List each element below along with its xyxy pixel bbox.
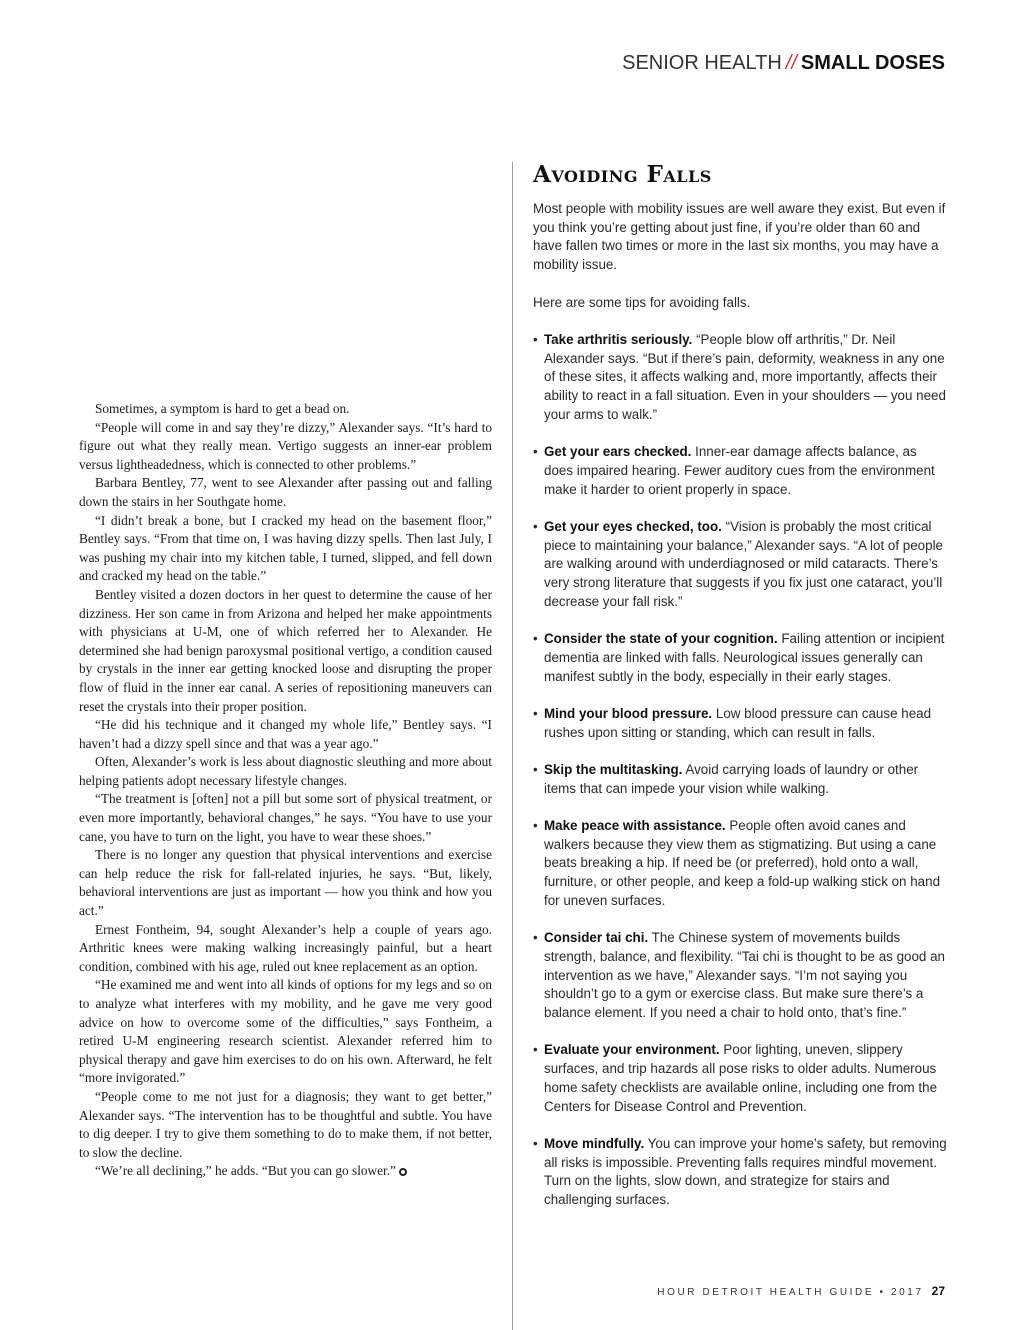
article-paragraph: “I didn’t break a bone, but I cracked my head on the basement floor,” Bentley says. “From that time on, I was having dizzy spells. Then last July, I was pushing my chair into my kitchen table, I turned, slipped, and fell down and cracked my head on the table.” xyxy=(79,512,492,584)
tip-item xyxy=(533,929,949,1023)
article-paragraph: “People come to me not just for a diagnosis; they want to get better,” Alexander says. “The intervention has to be thoughtful and subtle. You have to dig deeper. I try to give them something to do to make them, if not better, to slow the decline. xyxy=(79,1088,492,1160)
tip-heading: Get your ears checked. xyxy=(544,444,692,460)
bullet-icon: • xyxy=(533,818,538,834)
end-mark-icon xyxy=(399,1168,407,1176)
tip-text: “People blow off arthritis,” Dr. Neil Alexander says. “But if there’s pain, deformity, weakness in any one of these sites, it affects walking and, more importantly, affects their ability to react in a fall situation. Even in your shoulders — you need your arms to walk.” xyxy=(544,331,946,422)
publication-name: HOUR DETROIT HEALTH GUIDE • 2017 xyxy=(657,1287,924,1298)
sidebar-intro: Most people with mobility issues are well aware they exist. But even if you think you’re getting about just fine, if you’re older than 60 and have fallen two times or more in the last six months, you may have a mobility issue. xyxy=(533,201,946,273)
section-header xyxy=(622,52,945,75)
section-name: SENIOR HEALTH xyxy=(622,52,782,74)
tip-item xyxy=(533,331,949,425)
bullet-icon: • xyxy=(533,1135,538,1151)
header-separator: // xyxy=(785,52,797,74)
tip-heading: Consider tai chi. xyxy=(544,930,649,946)
tip-item xyxy=(533,1135,949,1210)
tip-text: Inner-ear damage affects balance, as does impaired hearing. Fewer auditory cues from the environment make it harder to orient properly in space. xyxy=(544,444,935,497)
tip-heading: Move mindfully. xyxy=(544,1135,645,1151)
article-body xyxy=(79,400,492,1181)
sidebar xyxy=(533,160,949,1228)
bullet-icon: • xyxy=(533,631,538,647)
tip-heading: Evaluate your environment. xyxy=(544,1042,720,1058)
tip-text: People often avoid canes and walkers because they view them as stigmatizing. But using a cane beats breaking a hip. If need be (or preferred), hold onto a wall, furniture, or other people, and keep a fold-up walking stick on hand for uneven surfaces. xyxy=(544,818,941,908)
sidebar-lead: Here are some tips for avoiding falls. xyxy=(533,294,751,310)
article-paragraph: There is no longer any question that physical interventions and exercise can help reduce the risk for fall-related injuries, he says. “But, likely, behavioral interventions are just as important — how you think and how you act.” xyxy=(79,847,492,919)
tip-item xyxy=(533,705,949,742)
bullet-icon: • xyxy=(533,761,538,777)
tip-item xyxy=(533,518,949,612)
tip-text: Low blood pressure can cause head rushes upon sitting or standing, which can result in falls. xyxy=(544,705,932,740)
bullet-icon: • xyxy=(533,1042,538,1058)
tip-text: Poor lighting, uneven, slippery surfaces, and trip hazards all pose risks to older adults. Numerous home safety checklists are available online, including one from the Centers for Disease Control and Prevention. xyxy=(544,1042,938,1114)
bullet-icon: • xyxy=(533,705,538,721)
tip-item xyxy=(533,1041,949,1116)
article-paragraph: Ernest Fontheim, 94, sought Alexander’s help a couple of years ago. Arthritic knees were making walking increasingly painful, but a heart condition, combined with his age, ruled out knee replacement as an option. xyxy=(79,921,492,974)
sidebar-title: Avoiding Falls xyxy=(533,161,712,188)
tip-heading: Mind your blood pressure. xyxy=(544,705,713,721)
tip-text: “Vision is probably the most critical piece to maintaining your balance,” Alexander says. “A lot of people are walking around with underdiagnosed or mild cataracts. There’s very strong literature that suggests if you fix just one cataract, you’ll decrease your fall risk.” xyxy=(544,518,943,609)
article-closing-text: “We’re all declining,” he adds. “But you can go slower.” xyxy=(95,1163,396,1179)
article-paragraph: Barbara Bentley, 77, went to see Alexander after passing out and falling down the stairs in her Southgate home. xyxy=(79,475,492,509)
tip-text: Failing attention or incipient dementia are linked with falls. Neurological issues generally can manifest subtly in the body, especially in their early stages. xyxy=(544,631,945,684)
tip-item xyxy=(533,817,949,911)
article-paragraph: Often, Alexander’s work is less about diagnostic sleuthing and more about helping patients adopt necessary lifestyle changes. xyxy=(79,754,492,788)
tip-text: Avoid carrying loads of laundry or other items that can impede your vision while walking. xyxy=(544,761,919,796)
article-paragraph: “The treatment is [often] not a pill but some sort of physical treatment, or even more importantly, behavioral changes,” he says. “You have to use your cane, you have to turn on the light, you have to wear these shoes.” xyxy=(79,791,492,844)
bullet-icon: • xyxy=(533,518,538,534)
tip-item xyxy=(533,443,949,499)
article-paragraph: “People will come in and say they’re dizzy,” Alexander says. “It’s hard to figure out what they really mean. Vertigo suggests an inner-ear problem versus lightheadedness, which is connected to other problems.” xyxy=(79,419,492,472)
tip-heading: Get your eyes checked, too. xyxy=(544,518,722,534)
tip-item xyxy=(533,761,949,798)
tip-heading: Skip the multitasking. xyxy=(544,761,683,777)
bullet-icon: • xyxy=(533,331,538,347)
tip-text: You can improve your home’s safety, but removing all risks is impossible. Preventing falls requires mindful movement. Turn on the lights, slow down, and strategize for stairs and challenging surfaces. xyxy=(544,1135,947,1208)
tips-list xyxy=(533,331,949,1210)
tip-heading: Consider the state of your cognition. xyxy=(544,631,778,647)
bullet-icon: • xyxy=(533,930,538,946)
article-paragraph: “He did his technique and it changed my whole life,” Bentley says. “I haven’t had a dizzy spell since and that was a year ago.” xyxy=(79,717,492,751)
page-footer xyxy=(657,1284,945,1298)
page-number: 27 xyxy=(931,1284,945,1298)
article-paragraph: Sometimes, a symptom is hard to get a bead on. xyxy=(95,401,350,416)
column-divider xyxy=(512,162,513,1330)
article-paragraph: Bentley visited a dozen doctors in her quest to determine the cause of her dizziness. Her son came in from Arizona and helped her make appointments with physicians at U-M, one of which referred her to Alexander. He determined she had benign paroxysmal positional vertigo, a condition caused by crystals in the inner ear getting knocked loose and disrupting the proper flow of fluid in the inner ear canal. A series of repositioning maneuvers can reset the crystals into their proper position. xyxy=(79,586,492,714)
tip-heading: Make peace with assistance. xyxy=(544,818,726,834)
tip-item xyxy=(533,630,949,686)
article-paragraph-last xyxy=(79,1162,492,1181)
subsection-name: SMALL DOSES xyxy=(800,52,945,74)
tip-heading: Take arthritis seriously. xyxy=(544,331,693,347)
article-paragraph: “He examined me and went into all kinds of options for my legs and so on to analyze what interferes with my mobility, and he gave me very good advice on how to overcome some of the difficulties,” says Fontheim, a retired U-M engineering research scientist. Alexander referred him to physical therapy and gave him exercises to do on his own. Afterward, he felt “more invigorated.” xyxy=(79,977,492,1086)
bullet-icon: • xyxy=(533,444,538,460)
tip-text: The Chinese system of movements builds strength, balance, and flexibility. “Tai chi is thought to be as good an intervention as we have,” Alexander says. “I’m not saying you shouldn’t go to a gym or exercise class. But make sure there’s a balance element. If you need a chair to hold onto, that’s fine.” xyxy=(544,930,945,1021)
